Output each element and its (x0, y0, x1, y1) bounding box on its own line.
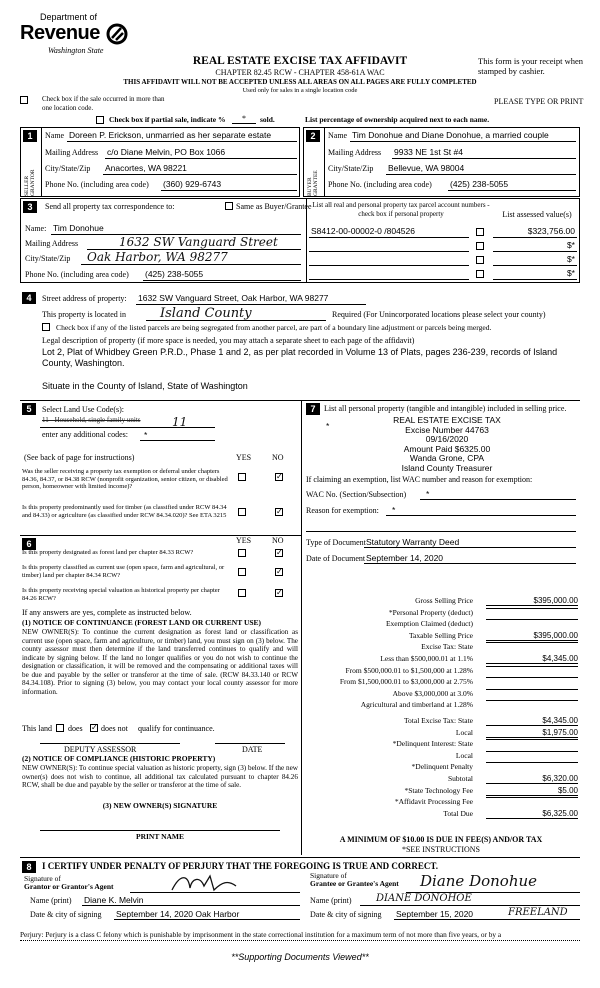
notice-2-text: NEW OWNER(S): To continue special valuation as historic property, sign (3) below. If the new owner(s) does not wish to continue, all additional tax calculated pursuant to chapter 84.26 RCW, shall be due and payable by the seller or transferor at the time of sale. (22, 764, 298, 789)
tax-row-value[interactable] (486, 739, 578, 740)
stamp-line-2: Excise Number 44763 (405, 424, 489, 435)
tax-row (312, 677, 578, 688)
stamp-line-6: Island County Treasurer (401, 462, 493, 473)
tax-row-value[interactable] (486, 677, 578, 678)
buyer-side-label: BUYER GRANTEE (307, 170, 319, 196)
stamp-line-3: 09/16/2020 (425, 434, 469, 444)
tax-row (312, 700, 578, 711)
section-6-number: 6 (22, 538, 36, 550)
does-not-label: does not (101, 724, 128, 733)
tax-row-value[interactable] (486, 762, 578, 763)
tax-city[interactable]: Oak Harbor, WA 98277 (87, 250, 228, 264)
s6-q2-yes[interactable] (238, 568, 246, 576)
logo-state: Washington State (48, 46, 104, 55)
same-as-buyer-checkbox[interactable] (225, 202, 233, 210)
qualify-label: qualify for continuance. (138, 724, 215, 733)
personal-property-label: List all personal property (tangible and intangible) included in selling price. (324, 404, 567, 413)
tax-row-label: Total Due (443, 808, 473, 818)
buyer-address[interactable]: 9933 NE 1st St #4 (394, 147, 463, 157)
minimum-note: A MINIMUM OF $10.00 IS DUE IN FEE(S) AND/OR TAX (339, 835, 543, 844)
grantee-signature: Diane Donohue (420, 872, 538, 890)
logo-revenue: Revenue (20, 22, 100, 44)
assessed-value-2[interactable]: $* (566, 240, 575, 250)
perjury-statement (20, 930, 595, 939)
tax-row-label: Local (455, 750, 473, 760)
s5-q1-no[interactable]: ✓ (276, 472, 283, 481)
wac-label: WAC No. (Section/Subsection) (306, 490, 407, 499)
same-as-buyer-label: Same as Buyer/Grantee (236, 202, 312, 211)
tax-row (312, 608, 578, 619)
tax-row-label: *Personal Property (deduct) (388, 607, 473, 617)
grantee-sig-label-2: Grantee or Grantee's Agent (310, 879, 399, 888)
does-checkbox[interactable] (56, 724, 64, 732)
section-5-number: 5 (22, 403, 36, 415)
segregated-checkbox[interactable] (42, 323, 50, 331)
seller-address[interactable]: c/o Diane Melvin, PO Box 1066 (107, 147, 226, 157)
tax-row-value[interactable]: $395,000.00 (486, 596, 578, 606)
form-title: REAL ESTATE EXCISE TAX AFFIDAVIT (192, 55, 408, 67)
supporting-docs-note: **Supporting Documents Viewed** (231, 952, 369, 962)
s6-q1-yes[interactable] (238, 549, 246, 557)
logo-dept: Department of (40, 12, 98, 22)
grantee-name[interactable]: DIANE DONOHOE (376, 893, 472, 904)
located-label: This property is located in (42, 310, 126, 319)
tax-row-value[interactable]: $4,345.00 (486, 654, 578, 664)
stamp-line-4: Amount Paid $6325.00 (403, 443, 491, 454)
tax-row-label: From $1,500,000.01 to $3,000,000 at 2.75% (339, 677, 473, 687)
personal-property-checkbox-2[interactable] (476, 242, 484, 250)
tax-row (312, 774, 578, 785)
partial-sold-label: sold. (260, 115, 275, 124)
receipt-note: This form is your receipt when stamped by cashier. (478, 56, 584, 76)
s5-no-header: NO (272, 453, 284, 462)
grantor-sig-label-1: Signature of (24, 874, 61, 883)
grantee-date-label: Date & city of signing (310, 910, 382, 919)
required-note: Required (For Unincorporated locations please select your county) (332, 310, 546, 319)
tax-row-label: *Affidavit Processing Fee (394, 797, 473, 807)
tax-row-value[interactable] (486, 619, 578, 620)
s5-q2-yes[interactable] (238, 508, 246, 516)
tax-row-label: *Delinquent Penalty (411, 762, 473, 772)
partial-pct-value[interactable]: * (232, 114, 256, 124)
partial-sale-label: Check box if partial sale, indicate % (109, 115, 226, 124)
situate-line[interactable]: Situate in the County of Island, State of Washington (42, 381, 248, 391)
notice-1-title: (1) NOTICE OF CONTINUANCE (FOREST LAND OR CURRENT USE) (22, 618, 262, 627)
s6-question-2: Is this property classified as current use (open space, farm and agricultural, or timber) land per chapter 84.34 RCW? (22, 564, 225, 579)
street-address[interactable]: 1632 SW Vanguard Street, Oak Harbor, WA 98277 (138, 293, 329, 303)
personal-property-value[interactable]: * (326, 421, 330, 431)
does-label: does (68, 724, 83, 733)
land-use-label: Select Land Use Code(s): (42, 405, 124, 414)
buyer-name-label: Name (328, 131, 348, 140)
single-location: Used only for sales in a single location code (242, 87, 358, 94)
grantor-name-label: Name (print) (30, 896, 72, 905)
doc-type-label: Type of Document (306, 538, 366, 547)
tax-row-label: Total Excise Tax: State (403, 716, 473, 725)
additional-codes[interactable]: * (144, 430, 148, 440)
tax-row (312, 739, 578, 750)
warning-line: THIS AFFIDAVIT WILL NOT BE ACCEPTED UNLESS ALL AREAS ON ALL PAGES ARE FULLY COMPLETED (123, 78, 477, 86)
tax-row (312, 728, 578, 739)
grantee-sig-label-1: Signature of (310, 871, 347, 880)
assessed-value-1[interactable]: $323,756.00 (527, 226, 575, 236)
assessed-header: List assessed value(s) (502, 210, 572, 219)
legal-label: Legal description of property (if more space is needed, you may attach a separate sheet to each page of the affidavit) (42, 336, 415, 345)
assessed-value-4[interactable]: $* (566, 268, 575, 278)
tax-row (312, 762, 578, 773)
s5-question-1: Was the seller receiving a property tax exemption or deferral under chapters 84.36, 84.37, or 84.38 RCW (nonprofit organization, senior citizen, or disabled person, homeowner with limited income)? (22, 468, 228, 490)
tax-row (312, 716, 578, 727)
seller-city-label: City/State/Zip (45, 164, 91, 173)
legal-description[interactable]: Lot 2, Plat of Whidbey Green P.R.D., Phase 1 and 2, as per plat recorded in Volume 13 of Plats, pages 236-239, records of Island County, Washington. (42, 347, 558, 368)
certify-statement: I CERTIFY UNDER PENALTY OF PERJURY THAT THE FOREGOING IS TRUE AND CORRECT. (42, 861, 439, 871)
tax-row-value[interactable] (486, 797, 578, 798)
seller-name[interactable]: Doreen P. Erickson, unmarried as her separate estate (69, 130, 272, 140)
tax-row-value[interactable]: $6,320.00 (486, 774, 578, 784)
tax-row (312, 631, 578, 642)
see-back: (See back of page for instructions) (24, 453, 135, 462)
s5-yes-header: YES (236, 453, 252, 462)
buyer-name[interactable]: Tim Donohue and Diane Donohue, a married couple (352, 130, 549, 140)
section-5 (20, 400, 302, 535)
tax-row-label: Above $3,000,000 at 3.0% (392, 688, 473, 698)
does-not-checkbox[interactable]: ✓ (91, 723, 98, 732)
segregated-note: Check box if any of the listed parcels are being segregated from another parcel, are part of a boundary line adjustment or parcels being merged. (56, 323, 492, 332)
seller-city[interactable]: Anacortes, WA 98221 (105, 163, 187, 173)
date-label: DATE (242, 745, 263, 754)
s6-no-header: NO (272, 536, 284, 545)
perjury-text: Perjury: Perjury is a class C felony which is punishable by imprisonment in the state correctional institution for a maximum term of not more than five years, or by a (20, 930, 502, 939)
tax-row-label: Agricultural and timberland at 1.28% (360, 700, 473, 710)
tax-row-label: From $500,000.01 to $1,500,000 at 1.28% (345, 665, 473, 675)
street-label: Street address of property: (42, 294, 127, 303)
tax-row-label: *Delinquent Interest: State (392, 739, 473, 749)
tax-row-label: Local (455, 727, 473, 737)
tax-phone[interactable]: (425) 238-5055 (145, 269, 204, 279)
seller-phone[interactable]: (360) 929-6743 (163, 179, 222, 189)
section-1-number: 1 (23, 130, 37, 142)
tax-row-value[interactable] (486, 642, 578, 643)
s6-question-3: Is this property receiving special valuation as historical property per chapter 84.26 RCW? (22, 587, 220, 602)
tax-row-value[interactable] (486, 666, 578, 667)
doc-date[interactable]: September 14, 2020 (366, 553, 444, 563)
section-6 (20, 535, 302, 855)
seller-name-label: Name (45, 131, 65, 140)
tax-city-label: City/State/Zip (25, 254, 71, 263)
buyer-phone[interactable]: (425) 238-5055 (450, 179, 509, 189)
s6-q1-no[interactable]: ✓ (276, 548, 283, 557)
this-land-label: This land (22, 724, 52, 733)
tax-row (312, 797, 578, 808)
personal-property-checkbox-1[interactable] (476, 228, 484, 236)
tax-row (312, 689, 578, 700)
grantee-sig-label (310, 872, 399, 888)
parcel-1[interactable]: S8412-00-00002-0 /804526 (311, 226, 415, 236)
grantor-date-label: Date & city of signing (30, 910, 102, 919)
deputy-label: DEPUTY ASSESSOR (64, 745, 137, 754)
tax-row-label: Subtotal (447, 774, 473, 783)
ownership-note: List percentage of ownership acquired next to each name. (305, 115, 490, 124)
grantor-sig-label-2: Grantor or Grantor's Agent (24, 882, 114, 891)
tax-phone-label: Phone No. (including area code) (25, 270, 129, 279)
tax-row (312, 596, 578, 607)
tax-row-value[interactable] (486, 608, 578, 609)
grantor-date[interactable]: September 14, 2020 Oak Harbor (116, 909, 240, 919)
grantee-city[interactable]: FREELAND (508, 907, 568, 918)
type-print-note: PLEASE TYPE OR PRINT (494, 97, 584, 106)
seller-box (20, 127, 300, 197)
s6-question-1: Is this property designated as forest land per chapter 84.33 RCW? (22, 549, 194, 556)
seller-address-label: Mailing Address (45, 148, 99, 157)
tax-row-value[interactable]: $4,345.00 (486, 716, 578, 726)
tax-row (312, 666, 578, 677)
tax-row-value[interactable] (486, 689, 578, 690)
s6-q3-yes[interactable] (238, 589, 246, 597)
doc-date-label: Date of Document (306, 554, 366, 563)
section-3-number: 3 (23, 201, 37, 213)
section-8 (20, 857, 580, 927)
s6-q3-no[interactable]: ✓ (276, 588, 283, 597)
exemption-label: If claiming an exemption, list WAC number and reason for exemption: (306, 475, 533, 484)
wac-value[interactable]: * (426, 489, 430, 499)
tax-name[interactable]: Tim Donohue (53, 223, 104, 233)
grantor-name[interactable]: Diane K. Melvin (84, 895, 144, 905)
print-name-label: PRINT NAME (136, 832, 184, 841)
section-3-box (20, 198, 580, 283)
additional-label: enter any additional codes: (42, 430, 128, 439)
see-instructions: *SEE INSTRUCTIONS (401, 845, 480, 854)
notice-1-text: NEW OWNER(S): To continue the current designation as forest land or classification as current use (open space, farm and agriculture, or timber) land, you must sign on (3) below. The county assessor must then determine if the land transferred continues to qualify and will indicate by signing below. If the land no longer qualifies or you do not wish to continue the designation or classification, it will be removed and the compensating or additional taxes will be due and payable by the seller or transferor at the time of sale. (RCW 84.33.140 or RCW 84.34.108). Prior to signing (3) below, you may contact your local county assessor for more information. (22, 628, 298, 696)
tax-row-value[interactable] (486, 751, 578, 752)
excise-stamp (342, 416, 552, 473)
multi-location-checkbox[interactable] (20, 96, 28, 104)
land-use-struck[interactable]: 11 - Household, single family units (42, 416, 141, 424)
stamp-line-1: REAL ESTATE EXCISE TAX (393, 415, 501, 425)
tax-row-value[interactable]: $6,325.00 (486, 809, 578, 819)
land-use-code[interactable]: 11 (172, 415, 188, 429)
tax-row (312, 786, 578, 797)
doc-type[interactable]: Statutory Warranty Deed (366, 537, 460, 547)
tax-row (312, 654, 578, 665)
parcel-header: List all real and personal property tax parcel account numbers - check box if personal property (312, 201, 490, 218)
tax-row (312, 642, 578, 653)
tax-row (312, 619, 578, 630)
buyer-box (303, 127, 580, 197)
grantor-signature (170, 872, 240, 894)
answers-note: If any answers are yes, complete as instructed below. (22, 608, 192, 617)
tax-row-label: Exemption Claimed (deduct) (385, 619, 473, 629)
seller-phone-label: Phone No. (including area code) (45, 180, 149, 189)
form-chapter: CHAPTER 82.45 RCW - CHAPTER 458-61A WAC (215, 68, 385, 77)
tax-row-label: Less than $500,000.01 at 1.1% (380, 654, 473, 663)
notice-2-title: (2) NOTICE OF COMPLIANCE (HISTORIC PROPERTY) (22, 754, 216, 763)
tax-row-label: Taxable Selling Price (408, 630, 473, 640)
tax-address-label: Mailing Address (25, 239, 79, 248)
s6-q2-no[interactable]: ✓ (276, 567, 283, 576)
section-2-number: 2 (306, 130, 320, 142)
buyer-city[interactable]: Bellevue, WA 98004 (388, 163, 465, 173)
tax-row (312, 809, 578, 820)
new-owner-sig-label: (3) NEW OWNER(S) SIGNATURE (102, 801, 218, 810)
s6-yes-header: YES (236, 536, 252, 545)
section-7-number: 7 (306, 403, 320, 415)
reason-value[interactable]: * (392, 505, 396, 515)
tax-address[interactable]: 1632 SW Vanguard Street (119, 235, 278, 249)
grantee-date[interactable]: September 15, 2020 (396, 909, 474, 919)
personal-property-checkbox-4[interactable] (476, 270, 484, 278)
buyer-phone-label: Phone No. (including area code) (328, 180, 432, 189)
send-correspondence-label: Send all property tax correspondence to: (45, 202, 175, 211)
tax-row (312, 751, 578, 762)
seller-side-label: SELLER GRANTOR (24, 169, 36, 196)
s5-q1-yes[interactable] (238, 473, 246, 481)
section-4 (20, 290, 580, 395)
buyer-city-label: City/State/Zip (328, 164, 374, 173)
buyer-address-label: Mailing Address (328, 148, 382, 157)
tax-row-value[interactable]: $1,975.00 (486, 728, 578, 738)
tax-row-label: Excise Tax: State (421, 642, 473, 652)
tax-row-value[interactable]: $5.00 (486, 786, 578, 796)
tax-row-label: Gross Selling Price (415, 596, 473, 605)
s5-question-2: Is this property predominantly used for timber (as classified under RCW 84.34 and 84.33) or agriculture (as classified under RCW 84.34.020)? See ETA 3215 (22, 504, 227, 519)
logo-mark-icon (106, 20, 128, 48)
s5-q2-no[interactable]: ✓ (276, 507, 283, 516)
tax-name-label: Name: (25, 224, 47, 233)
tax-row-value[interactable] (486, 700, 578, 701)
dor-logo (20, 12, 140, 72)
reason-label: Reason for exemption: (306, 506, 379, 515)
tax-row-value[interactable]: $395,000.00 (486, 631, 578, 641)
tax-row-label: *State Technology Fee (404, 785, 473, 795)
section-8-number: 8 (22, 861, 36, 873)
grantee-name-label: Name (print) (310, 896, 352, 905)
section-4-number: 4 (22, 292, 36, 304)
personal-property-checkbox-3[interactable] (476, 256, 484, 264)
multi-location-label: Check box if the sale occurred in more than one location code. (42, 95, 165, 112)
partial-sale-checkbox[interactable] (96, 116, 104, 124)
grantor-sig-label (24, 875, 114, 891)
stamp-line-5: Wanda Grone, CPA (409, 453, 485, 463)
assessed-value-3[interactable]: $* (566, 254, 575, 264)
located-county[interactable]: Island County (160, 306, 252, 321)
